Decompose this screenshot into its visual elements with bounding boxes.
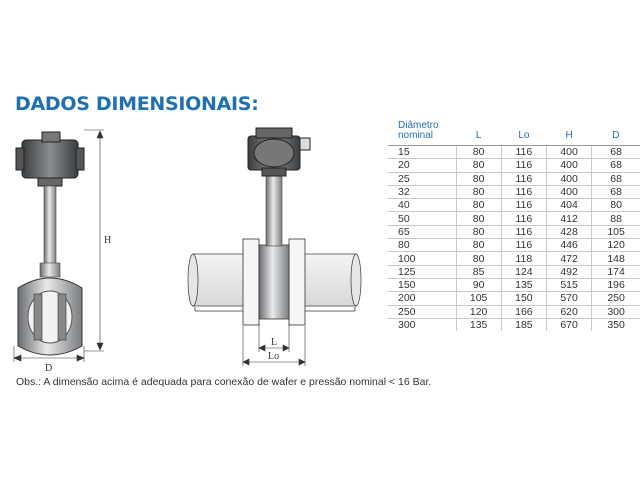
header-lo: Lo bbox=[501, 113, 546, 146]
table-cell: 570 bbox=[547, 292, 592, 305]
table-cell: 116 bbox=[501, 146, 546, 159]
table-cell: 80 bbox=[456, 146, 501, 159]
table-cell: 50 bbox=[388, 212, 456, 225]
height-dimension bbox=[84, 130, 104, 351]
table-cell: 116 bbox=[501, 212, 546, 225]
table-cell: 400 bbox=[547, 146, 592, 159]
table-cell: 196 bbox=[592, 278, 640, 291]
table-cell: 400 bbox=[547, 172, 592, 185]
table-cell: 174 bbox=[592, 265, 640, 278]
table-cell: 620 bbox=[547, 305, 592, 318]
table-cell: 80 bbox=[456, 185, 501, 198]
table-cell: 124 bbox=[501, 265, 546, 278]
table-row bbox=[388, 172, 640, 185]
header-d: D bbox=[592, 113, 640, 146]
table-cell: 80 bbox=[456, 252, 501, 265]
table-cell: 300 bbox=[592, 305, 640, 318]
table-cell: 80 bbox=[388, 239, 456, 252]
flowmeter-drawings bbox=[0, 118, 390, 380]
table-cell: 492 bbox=[547, 265, 592, 278]
table-cell: 250 bbox=[592, 292, 640, 305]
table-cell: 135 bbox=[456, 318, 501, 331]
table-cell: 300 bbox=[388, 318, 456, 331]
section-heading: DADOS DIMENSIONAIS: bbox=[15, 93, 259, 115]
height-label: H bbox=[104, 235, 112, 246]
table-row bbox=[388, 212, 640, 225]
table-cell: 80 bbox=[456, 239, 501, 252]
table-cell: 400 bbox=[547, 159, 592, 172]
table-cell: 118 bbox=[501, 252, 546, 265]
table-cell: 105 bbox=[592, 225, 640, 238]
header-h: H bbox=[547, 113, 592, 146]
table-cell: 116 bbox=[501, 239, 546, 252]
table-cell: 428 bbox=[547, 225, 592, 238]
table-cell: 116 bbox=[501, 159, 546, 172]
table-row bbox=[388, 225, 640, 238]
table-cell: 80 bbox=[456, 172, 501, 185]
table-cell: 116 bbox=[501, 172, 546, 185]
table-cell: 32 bbox=[388, 185, 456, 198]
table-cell: 116 bbox=[501, 185, 546, 198]
table-cell: 120 bbox=[456, 305, 501, 318]
table-cell: 472 bbox=[547, 252, 592, 265]
table-row bbox=[388, 265, 640, 278]
table-cell: 105 bbox=[456, 292, 501, 305]
footnote: Obs.: A dimensão acima é adequada para conexão de wafer e pressão nominal < 16 Bar. bbox=[16, 376, 432, 388]
table-cell: 200 bbox=[388, 292, 456, 305]
table-cell: 88 bbox=[592, 212, 640, 225]
header-nominal-diameter: Diâmetro nominal bbox=[388, 113, 456, 146]
table-cell: 350 bbox=[607, 319, 625, 331]
table-cell: 250 bbox=[388, 305, 456, 318]
table-row bbox=[388, 239, 640, 252]
table-row bbox=[388, 185, 640, 198]
length-label: L bbox=[271, 337, 278, 348]
table-cell: 80 bbox=[456, 159, 501, 172]
table-cell: 400 bbox=[547, 185, 592, 198]
table-cell: 80 bbox=[456, 225, 501, 238]
length-overall-label: Lo bbox=[268, 351, 280, 362]
table-cell: 116 bbox=[501, 199, 546, 212]
table-cell: 166 bbox=[501, 305, 546, 318]
table-cell: 135 bbox=[501, 278, 546, 291]
table-cell: 446 bbox=[547, 239, 592, 252]
table-row bbox=[388, 292, 640, 305]
table-cell: 80 bbox=[592, 199, 640, 212]
table-cell: 185 bbox=[501, 318, 546, 331]
table-row bbox=[388, 318, 640, 331]
header-l: L bbox=[456, 113, 501, 146]
table-cell: 68 bbox=[592, 185, 640, 198]
table-cell: 20 bbox=[388, 159, 456, 172]
dimensions-table bbox=[388, 113, 640, 331]
installation-view-drawing bbox=[188, 128, 361, 325]
table-row bbox=[388, 159, 640, 172]
table-cell: 120 bbox=[592, 239, 640, 252]
table-cell: 40 bbox=[388, 199, 456, 212]
table-cell: 412 bbox=[547, 212, 592, 225]
table-row bbox=[388, 199, 640, 212]
table-cell: 65 bbox=[388, 225, 456, 238]
table-row bbox=[388, 146, 640, 159]
diameter-label: D bbox=[45, 363, 53, 374]
table-cell: 404 bbox=[547, 199, 592, 212]
table-cell: 68 bbox=[592, 172, 640, 185]
table-cell: 125 bbox=[388, 265, 456, 278]
table-cell: 116 bbox=[501, 225, 546, 238]
table-cell: 25 bbox=[388, 172, 456, 185]
table-cell: 150 bbox=[388, 278, 456, 291]
table-row bbox=[388, 252, 640, 265]
table-cell: 80 bbox=[456, 212, 501, 225]
table-cell: 68 bbox=[592, 146, 640, 159]
table-cell: 515 bbox=[547, 278, 592, 291]
table-cell: 150 bbox=[501, 292, 546, 305]
front-view-drawing bbox=[16, 132, 84, 355]
table-cell: 100 bbox=[388, 252, 456, 265]
table-cell: 85 bbox=[456, 265, 501, 278]
table-cell: 68 bbox=[592, 159, 640, 172]
table-row bbox=[388, 305, 640, 318]
table-cell: 148 bbox=[592, 252, 640, 265]
table-row bbox=[388, 278, 640, 291]
table-cell: 90 bbox=[456, 278, 501, 291]
table-header-row bbox=[388, 113, 640, 146]
table-cell: 80 bbox=[456, 199, 501, 212]
table-cell: 15 bbox=[388, 146, 456, 159]
table-cell: 670 bbox=[547, 318, 592, 331]
